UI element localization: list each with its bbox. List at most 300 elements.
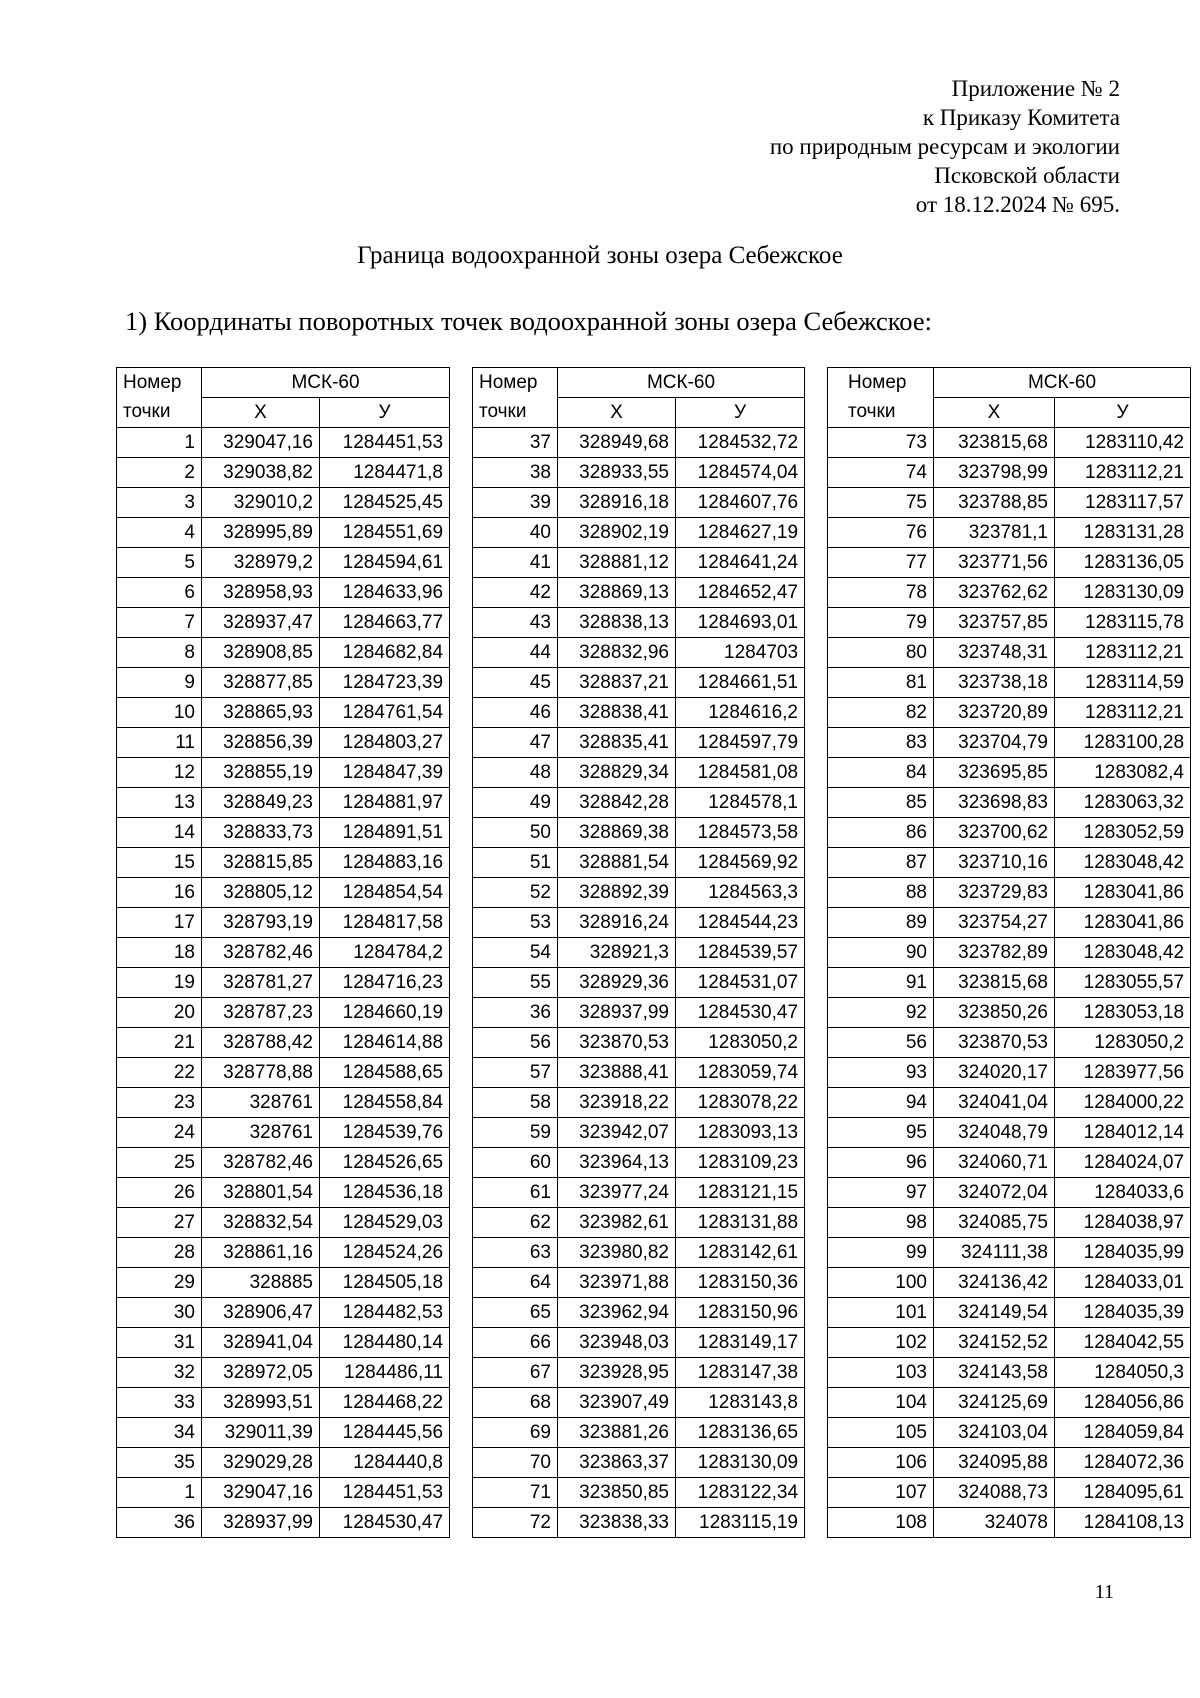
y-coordinate-cell: 1284486,11 bbox=[320, 1358, 450, 1388]
table-row bbox=[117, 1238, 450, 1268]
y-coordinate-cell: 1284526,65 bbox=[320, 1148, 450, 1178]
y-coordinate-cell: 1284059,84 bbox=[1055, 1418, 1191, 1448]
point-number-cell: 72 bbox=[473, 1508, 558, 1538]
y-coordinate-cell: 1284524,26 bbox=[320, 1238, 450, 1268]
point-number-cell: 78 bbox=[828, 578, 934, 608]
point-number-cell: 92 bbox=[828, 998, 934, 1028]
x-coordinate-cell: 323729,83 bbox=[934, 878, 1055, 908]
x-coordinate-cell: 328906,47 bbox=[202, 1298, 320, 1328]
x-header: Х bbox=[202, 398, 320, 428]
y-coordinate-cell: 1283063,32 bbox=[1055, 788, 1191, 818]
table-row bbox=[473, 698, 805, 728]
point-number-cell: 47 bbox=[473, 728, 558, 758]
y-coordinate-cell: 1284539,76 bbox=[320, 1118, 450, 1148]
x-coordinate-cell: 328949,68 bbox=[558, 428, 676, 458]
point-number-cell: 12 bbox=[117, 758, 202, 788]
x-coordinate-cell: 328781,27 bbox=[202, 968, 320, 998]
y-coordinate-cell: 1283112,21 bbox=[1055, 638, 1191, 668]
y-coordinate-cell: 1284588,65 bbox=[320, 1058, 450, 1088]
point-number-cell: 64 bbox=[473, 1268, 558, 1298]
point-number-cell: 31 bbox=[117, 1328, 202, 1358]
y-coordinate-cell: 1284616,2 bbox=[676, 698, 805, 728]
y-coordinate-cell: 1284539,57 bbox=[676, 938, 805, 968]
y-coordinate-cell: 1283131,28 bbox=[1055, 518, 1191, 548]
table-row bbox=[473, 1358, 805, 1388]
x-coordinate-cell: 329011,39 bbox=[202, 1418, 320, 1448]
table-row bbox=[828, 1028, 1191, 1058]
x-coordinate-cell: 328855,19 bbox=[202, 758, 320, 788]
point-number-cell: 61 bbox=[473, 1178, 558, 1208]
table-row bbox=[117, 488, 450, 518]
x-coordinate-cell: 323838,33 bbox=[558, 1508, 676, 1538]
table-row bbox=[828, 818, 1191, 848]
y-coordinate-cell: 1284038,97 bbox=[1055, 1208, 1191, 1238]
table-row bbox=[117, 1118, 450, 1148]
table-row bbox=[828, 938, 1191, 968]
x-coordinate-cell: 324048,79 bbox=[934, 1118, 1055, 1148]
x-coordinate-cell: 329047,16 bbox=[202, 428, 320, 458]
y-coordinate-cell: 1283115,19 bbox=[676, 1508, 805, 1538]
y-coordinate-cell: 1284505,18 bbox=[320, 1268, 450, 1298]
table-row bbox=[117, 1208, 450, 1238]
y-coordinate-cell: 1284544,23 bbox=[676, 908, 805, 938]
appendix-header bbox=[770, 74, 1120, 219]
x-coordinate-cell: 323971,88 bbox=[558, 1268, 676, 1298]
x-coordinate-cell: 323863,37 bbox=[558, 1448, 676, 1478]
x-coordinate-cell: 323788,85 bbox=[934, 488, 1055, 518]
point-number-cell: 107 bbox=[828, 1478, 934, 1508]
point-number-cell: 17 bbox=[117, 908, 202, 938]
y-coordinate-cell: 1284072,36 bbox=[1055, 1448, 1191, 1478]
x-coordinate-cell: 328916,24 bbox=[558, 908, 676, 938]
header-line: по природным ресурсам и экологии bbox=[769, 134, 1120, 159]
x-coordinate-cell: 323907,49 bbox=[558, 1388, 676, 1418]
x-coordinate-cell: 328972,05 bbox=[202, 1358, 320, 1388]
x-coordinate-cell: 328933,55 bbox=[558, 458, 676, 488]
y-coordinate-cell: 1284530,47 bbox=[676, 998, 805, 1028]
x-coordinate-cell: 329010,2 bbox=[202, 488, 320, 518]
point-number-cell: 73 bbox=[828, 428, 934, 458]
y-coordinate-cell: 1284445,56 bbox=[320, 1418, 450, 1448]
point-number-cell: 85 bbox=[828, 788, 934, 818]
table-row bbox=[473, 488, 805, 518]
x-coordinate-cell: 328892,39 bbox=[558, 878, 676, 908]
x-coordinate-cell: 329038,82 bbox=[202, 458, 320, 488]
table-row bbox=[473, 1088, 805, 1118]
point-number-cell: 88 bbox=[828, 878, 934, 908]
point-number-cell: 62 bbox=[473, 1208, 558, 1238]
y-coordinate-cell: 1283136,05 bbox=[1055, 548, 1191, 578]
x-coordinate-cell: 328835,41 bbox=[558, 728, 676, 758]
y-coordinate-cell: 1284563,3 bbox=[676, 878, 805, 908]
y-coordinate-cell: 1284597,79 bbox=[676, 728, 805, 758]
x-coordinate-cell: 328849,23 bbox=[202, 788, 320, 818]
y-coordinate-cell: 1283093,13 bbox=[676, 1118, 805, 1148]
point-number-cell: 87 bbox=[828, 848, 934, 878]
table-row bbox=[473, 878, 805, 908]
y-coordinate-cell: 1284693,01 bbox=[676, 608, 805, 638]
table-row bbox=[117, 1298, 450, 1328]
point-number-cell: 100 bbox=[828, 1268, 934, 1298]
table-row bbox=[828, 1478, 1191, 1508]
table-row bbox=[473, 818, 805, 848]
y-coordinate-cell: 1283147,38 bbox=[676, 1358, 805, 1388]
x-coordinate-cell: 324095,88 bbox=[934, 1448, 1055, 1478]
table-row bbox=[828, 848, 1191, 878]
x-coordinate-cell: 328908,85 bbox=[202, 638, 320, 668]
y-coordinate-cell: 1284761,54 bbox=[320, 698, 450, 728]
point-number-cell: 56 bbox=[473, 1028, 558, 1058]
x-coordinate-cell: 328979,2 bbox=[202, 548, 320, 578]
x-coordinate-cell: 323942,07 bbox=[558, 1118, 676, 1148]
point-number-cell: 46 bbox=[473, 698, 558, 728]
section-heading: 1) Координаты поворотных точек водоохранной зоны озера Себежское: bbox=[125, 306, 932, 336]
header-line: Псковской области bbox=[934, 163, 1120, 188]
table-row bbox=[117, 1268, 450, 1298]
point-number-cell: 43 bbox=[473, 608, 558, 638]
document-title: Граница водоохранной зоны озера Себежское bbox=[357, 242, 843, 269]
x-coordinate-cell: 328877,85 bbox=[202, 668, 320, 698]
point-number-cell: 11 bbox=[117, 728, 202, 758]
x-coordinate-cell: 323964,13 bbox=[558, 1148, 676, 1178]
point-number-cell: 32 bbox=[117, 1358, 202, 1388]
table-row bbox=[828, 1268, 1191, 1298]
point-number-cell: 57 bbox=[473, 1058, 558, 1088]
coordinates-table-3 bbox=[827, 367, 1191, 1538]
table-row bbox=[473, 1508, 805, 1538]
table-row bbox=[473, 908, 805, 938]
point-number-cell: 14 bbox=[117, 818, 202, 848]
y-coordinate-cell: 1284480,14 bbox=[320, 1328, 450, 1358]
y-coordinate-cell: 1283121,15 bbox=[676, 1178, 805, 1208]
table-row bbox=[473, 1238, 805, 1268]
table-row bbox=[117, 668, 450, 698]
point-number-cell: 2 bbox=[117, 458, 202, 488]
y-coordinate-cell: 1284529,03 bbox=[320, 1208, 450, 1238]
x-coordinate-cell: 323888,41 bbox=[558, 1058, 676, 1088]
x-coordinate-cell: 328941,04 bbox=[202, 1328, 320, 1358]
point-number-cell: 94 bbox=[828, 1088, 934, 1118]
table-row bbox=[828, 428, 1191, 458]
point-number-cell: 21 bbox=[117, 1028, 202, 1058]
table-row bbox=[828, 518, 1191, 548]
point-number-cell: 1 bbox=[117, 428, 202, 458]
point-number-cell: 56 bbox=[828, 1028, 934, 1058]
table-row bbox=[117, 458, 450, 488]
x-coordinate-cell: 323782,89 bbox=[934, 938, 1055, 968]
table-row bbox=[828, 488, 1191, 518]
table-row bbox=[117, 608, 450, 638]
y-coordinate-cell: 1284451,53 bbox=[320, 1478, 450, 1508]
table-row bbox=[117, 968, 450, 998]
point-number-cell: 65 bbox=[473, 1298, 558, 1328]
y-coordinate-cell: 1283048,42 bbox=[1055, 938, 1191, 968]
y-coordinate-cell: 1284000,22 bbox=[1055, 1088, 1191, 1118]
table-row bbox=[117, 1028, 450, 1058]
point-number-cell: 96 bbox=[828, 1148, 934, 1178]
point-number-cell: 104 bbox=[828, 1388, 934, 1418]
point-number-cell: 50 bbox=[473, 818, 558, 848]
x-coordinate-cell: 323977,24 bbox=[558, 1178, 676, 1208]
point-number-cell: 33 bbox=[117, 1388, 202, 1418]
point-number-cell: 18 bbox=[117, 938, 202, 968]
y-coordinate-cell: 1284536,18 bbox=[320, 1178, 450, 1208]
table-row bbox=[828, 1118, 1191, 1148]
table-row bbox=[117, 848, 450, 878]
table-row bbox=[473, 1028, 805, 1058]
table-row bbox=[473, 1298, 805, 1328]
point-number-cell: 106 bbox=[828, 1448, 934, 1478]
table-row bbox=[828, 548, 1191, 578]
x-coordinate-cell: 323870,53 bbox=[558, 1028, 676, 1058]
point-number-cell: 81 bbox=[828, 668, 934, 698]
y-coordinate-cell: 1284050,3 bbox=[1055, 1358, 1191, 1388]
y-coordinate-cell: 1284784,2 bbox=[320, 938, 450, 968]
x-coordinate-cell: 324060,71 bbox=[934, 1148, 1055, 1178]
x-coordinate-cell: 328881,54 bbox=[558, 848, 676, 878]
point-number-cell: 49 bbox=[473, 788, 558, 818]
y-coordinate-cell: 1283050,2 bbox=[1055, 1028, 1191, 1058]
table-row bbox=[117, 908, 450, 938]
x-coordinate-cell: 323948,03 bbox=[558, 1328, 676, 1358]
table-row bbox=[473, 758, 805, 788]
y-coordinate-cell: 1284033,6 bbox=[1055, 1178, 1191, 1208]
table-row bbox=[473, 668, 805, 698]
table-row bbox=[828, 968, 1191, 998]
table-row bbox=[473, 518, 805, 548]
x-coordinate-cell: 328833,73 bbox=[202, 818, 320, 848]
table-row bbox=[117, 998, 450, 1028]
point-number-cell: 19 bbox=[117, 968, 202, 998]
header-line: от 18.12.2024 № 695. bbox=[915, 192, 1120, 217]
point-number-cell: 5 bbox=[117, 548, 202, 578]
table-row bbox=[473, 1388, 805, 1418]
x-coordinate-cell: 328793,19 bbox=[202, 908, 320, 938]
y-coordinate-cell: 1284660,19 bbox=[320, 998, 450, 1028]
coordinate-system-header: МСК-60 bbox=[558, 368, 805, 398]
x-coordinate-cell: 328865,93 bbox=[202, 698, 320, 728]
point-number-cell: 75 bbox=[828, 488, 934, 518]
x-coordinate-cell: 328838,13 bbox=[558, 608, 676, 638]
point-number-cell: 77 bbox=[828, 548, 934, 578]
point-number-cell: 76 bbox=[828, 518, 934, 548]
point-number-cell: 60 bbox=[473, 1148, 558, 1178]
x-coordinate-cell: 323698,83 bbox=[934, 788, 1055, 818]
table-row bbox=[117, 1088, 450, 1118]
point-number-cell: 22 bbox=[117, 1058, 202, 1088]
x-coordinate-cell: 328815,85 bbox=[202, 848, 320, 878]
x-coordinate-cell: 323798,99 bbox=[934, 458, 1055, 488]
x-coordinate-cell: 328937,99 bbox=[558, 998, 676, 1028]
point-number-cell: 30 bbox=[117, 1298, 202, 1328]
x-coordinate-cell: 328861,16 bbox=[202, 1238, 320, 1268]
x-coordinate-cell: 328832,96 bbox=[558, 638, 676, 668]
table-row bbox=[828, 698, 1191, 728]
table-row bbox=[117, 1358, 450, 1388]
table-row bbox=[117, 1148, 450, 1178]
x-coordinate-cell: 328902,19 bbox=[558, 518, 676, 548]
y-coordinate-cell: 1284035,39 bbox=[1055, 1298, 1191, 1328]
point-number-cell: 55 bbox=[473, 968, 558, 998]
table-row bbox=[117, 818, 450, 848]
table-row bbox=[117, 1418, 450, 1448]
table-row bbox=[473, 1478, 805, 1508]
point-number-cell: 6 bbox=[117, 578, 202, 608]
y-coordinate-cell: 1284663,77 bbox=[320, 608, 450, 638]
y-coordinate-cell: 1283059,74 bbox=[676, 1058, 805, 1088]
y-coordinate-cell: 1284817,58 bbox=[320, 908, 450, 938]
y-coordinate-cell: 1284633,96 bbox=[320, 578, 450, 608]
x-coordinate-cell: 323881,26 bbox=[558, 1418, 676, 1448]
y-coordinate-cell: 1284641,24 bbox=[676, 548, 805, 578]
y-coordinate-cell: 1283112,21 bbox=[1055, 698, 1191, 728]
point-number-cell: 34 bbox=[117, 1418, 202, 1448]
y-coordinate-cell: 1284716,23 bbox=[320, 968, 450, 998]
table-row bbox=[828, 1448, 1191, 1478]
y-coordinate-cell: 1284881,97 bbox=[320, 788, 450, 818]
y-coordinate-cell: 1283150,36 bbox=[676, 1268, 805, 1298]
table-row bbox=[117, 1508, 450, 1538]
point-number-cell: 97 bbox=[828, 1178, 934, 1208]
table-row bbox=[828, 638, 1191, 668]
x-coordinate-cell: 323815,68 bbox=[934, 428, 1055, 458]
y-coordinate-cell: 1283142,61 bbox=[676, 1238, 805, 1268]
header-line: к Приказу Комитета bbox=[922, 105, 1120, 130]
point-number-cell: 66 bbox=[473, 1328, 558, 1358]
point-number-header: Номер точки bbox=[473, 368, 558, 428]
table-row bbox=[117, 728, 450, 758]
y-coordinate-cell: 1283112,21 bbox=[1055, 458, 1191, 488]
point-number-cell: 54 bbox=[473, 938, 558, 968]
y-coordinate-cell: 1284482,53 bbox=[320, 1298, 450, 1328]
x-header: Х bbox=[558, 398, 676, 428]
point-number-cell: 84 bbox=[828, 758, 934, 788]
x-coordinate-cell: 323704,79 bbox=[934, 728, 1055, 758]
x-coordinate-cell: 328921,3 bbox=[558, 938, 676, 968]
table-row bbox=[828, 788, 1191, 818]
point-number-header: Номер точки bbox=[117, 368, 202, 428]
y-coordinate-cell: 1284661,51 bbox=[676, 668, 805, 698]
table-row bbox=[473, 968, 805, 998]
point-number-cell: 41 bbox=[473, 548, 558, 578]
point-number-cell: 103 bbox=[828, 1358, 934, 1388]
x-coordinate-cell: 323700,62 bbox=[934, 818, 1055, 848]
point-number-cell: 93 bbox=[828, 1058, 934, 1088]
y-coordinate-cell: 1283131,88 bbox=[676, 1208, 805, 1238]
y-coordinate-cell: 1284033,01 bbox=[1055, 1268, 1191, 1298]
y-coordinate-cell: 1284847,39 bbox=[320, 758, 450, 788]
table-row bbox=[473, 1118, 805, 1148]
table-row bbox=[473, 848, 805, 878]
y-header: У bbox=[676, 398, 805, 428]
x-coordinate-cell: 323980,82 bbox=[558, 1238, 676, 1268]
x-coordinate-cell: 328929,36 bbox=[558, 968, 676, 998]
y-coordinate-cell: 1283115,78 bbox=[1055, 608, 1191, 638]
point-number-cell: 53 bbox=[473, 908, 558, 938]
point-number-cell: 35 bbox=[117, 1448, 202, 1478]
x-coordinate-cell: 328805,12 bbox=[202, 878, 320, 908]
table-row bbox=[473, 1058, 805, 1088]
table-row bbox=[117, 1178, 450, 1208]
y-coordinate-cell: 1283149,17 bbox=[676, 1328, 805, 1358]
y-coordinate-cell: 1284883,16 bbox=[320, 848, 450, 878]
x-coordinate-cell: 323850,26 bbox=[934, 998, 1055, 1028]
y-coordinate-cell: 1283041,86 bbox=[1055, 878, 1191, 908]
y-coordinate-cell: 1284803,27 bbox=[320, 728, 450, 758]
x-coordinate-cell: 324152,52 bbox=[934, 1328, 1055, 1358]
y-header: У bbox=[320, 398, 450, 428]
point-number-cell: 95 bbox=[828, 1118, 934, 1148]
point-number-cell: 67 bbox=[473, 1358, 558, 1388]
point-number-cell: 101 bbox=[828, 1298, 934, 1328]
point-number-cell: 29 bbox=[117, 1268, 202, 1298]
x-coordinate-cell: 323754,27 bbox=[934, 908, 1055, 938]
x-coordinate-cell: 324072,04 bbox=[934, 1178, 1055, 1208]
y-coordinate-cell: 1284451,53 bbox=[320, 428, 450, 458]
x-coordinate-cell: 328995,89 bbox=[202, 518, 320, 548]
y-coordinate-cell: 1284530,47 bbox=[320, 1508, 450, 1538]
table-row bbox=[473, 638, 805, 668]
y-coordinate-cell: 1284594,61 bbox=[320, 548, 450, 578]
x-coordinate-cell: 323748,31 bbox=[934, 638, 1055, 668]
x-coordinate-cell: 323757,85 bbox=[934, 608, 1055, 638]
y-coordinate-cell: 1283117,57 bbox=[1055, 488, 1191, 518]
x-coordinate-cell: 328761 bbox=[202, 1088, 320, 1118]
table-row bbox=[828, 908, 1191, 938]
table-row bbox=[473, 1328, 805, 1358]
point-number-cell: 86 bbox=[828, 818, 934, 848]
x-coordinate-cell: 324143,58 bbox=[934, 1358, 1055, 1388]
table-row bbox=[473, 458, 805, 488]
y-coordinate-cell: 1284035,99 bbox=[1055, 1238, 1191, 1268]
table-row bbox=[473, 1268, 805, 1298]
table-row bbox=[828, 1148, 1191, 1178]
x-coordinate-cell: 328832,54 bbox=[202, 1208, 320, 1238]
x-coordinate-cell: 324111,38 bbox=[934, 1238, 1055, 1268]
x-coordinate-cell: 328788,42 bbox=[202, 1028, 320, 1058]
x-coordinate-cell: 324136,42 bbox=[934, 1268, 1055, 1298]
x-coordinate-cell: 328842,28 bbox=[558, 788, 676, 818]
x-coordinate-cell: 329029,28 bbox=[202, 1448, 320, 1478]
point-number-cell: 80 bbox=[828, 638, 934, 668]
x-coordinate-cell: 323781,1 bbox=[934, 518, 1055, 548]
point-number-cell: 52 bbox=[473, 878, 558, 908]
table-row bbox=[117, 578, 450, 608]
table-row bbox=[473, 578, 805, 608]
x-coordinate-cell: 323962,94 bbox=[558, 1298, 676, 1328]
x-coordinate-cell: 328787,23 bbox=[202, 998, 320, 1028]
coordinates-table-2 bbox=[472, 367, 805, 1538]
table-row bbox=[473, 428, 805, 458]
y-header: У bbox=[1055, 398, 1191, 428]
x-coordinate-cell: 328881,12 bbox=[558, 548, 676, 578]
table-row bbox=[828, 1178, 1191, 1208]
point-number-cell: 91 bbox=[828, 968, 934, 998]
table-row bbox=[473, 1178, 805, 1208]
point-number-cell: 90 bbox=[828, 938, 934, 968]
x-coordinate-cell: 328869,38 bbox=[558, 818, 676, 848]
x-coordinate-cell: 323850,85 bbox=[558, 1478, 676, 1508]
x-coordinate-cell: 324103,04 bbox=[934, 1418, 1055, 1448]
x-coordinate-cell: 328782,46 bbox=[202, 1148, 320, 1178]
y-coordinate-cell: 1284614,88 bbox=[320, 1028, 450, 1058]
y-coordinate-cell: 1284569,92 bbox=[676, 848, 805, 878]
table-row bbox=[117, 758, 450, 788]
y-coordinate-cell: 1284531,07 bbox=[676, 968, 805, 998]
table-row bbox=[117, 1478, 450, 1508]
x-coordinate-cell: 328885 bbox=[202, 1268, 320, 1298]
x-coordinate-cell: 323762,62 bbox=[934, 578, 1055, 608]
